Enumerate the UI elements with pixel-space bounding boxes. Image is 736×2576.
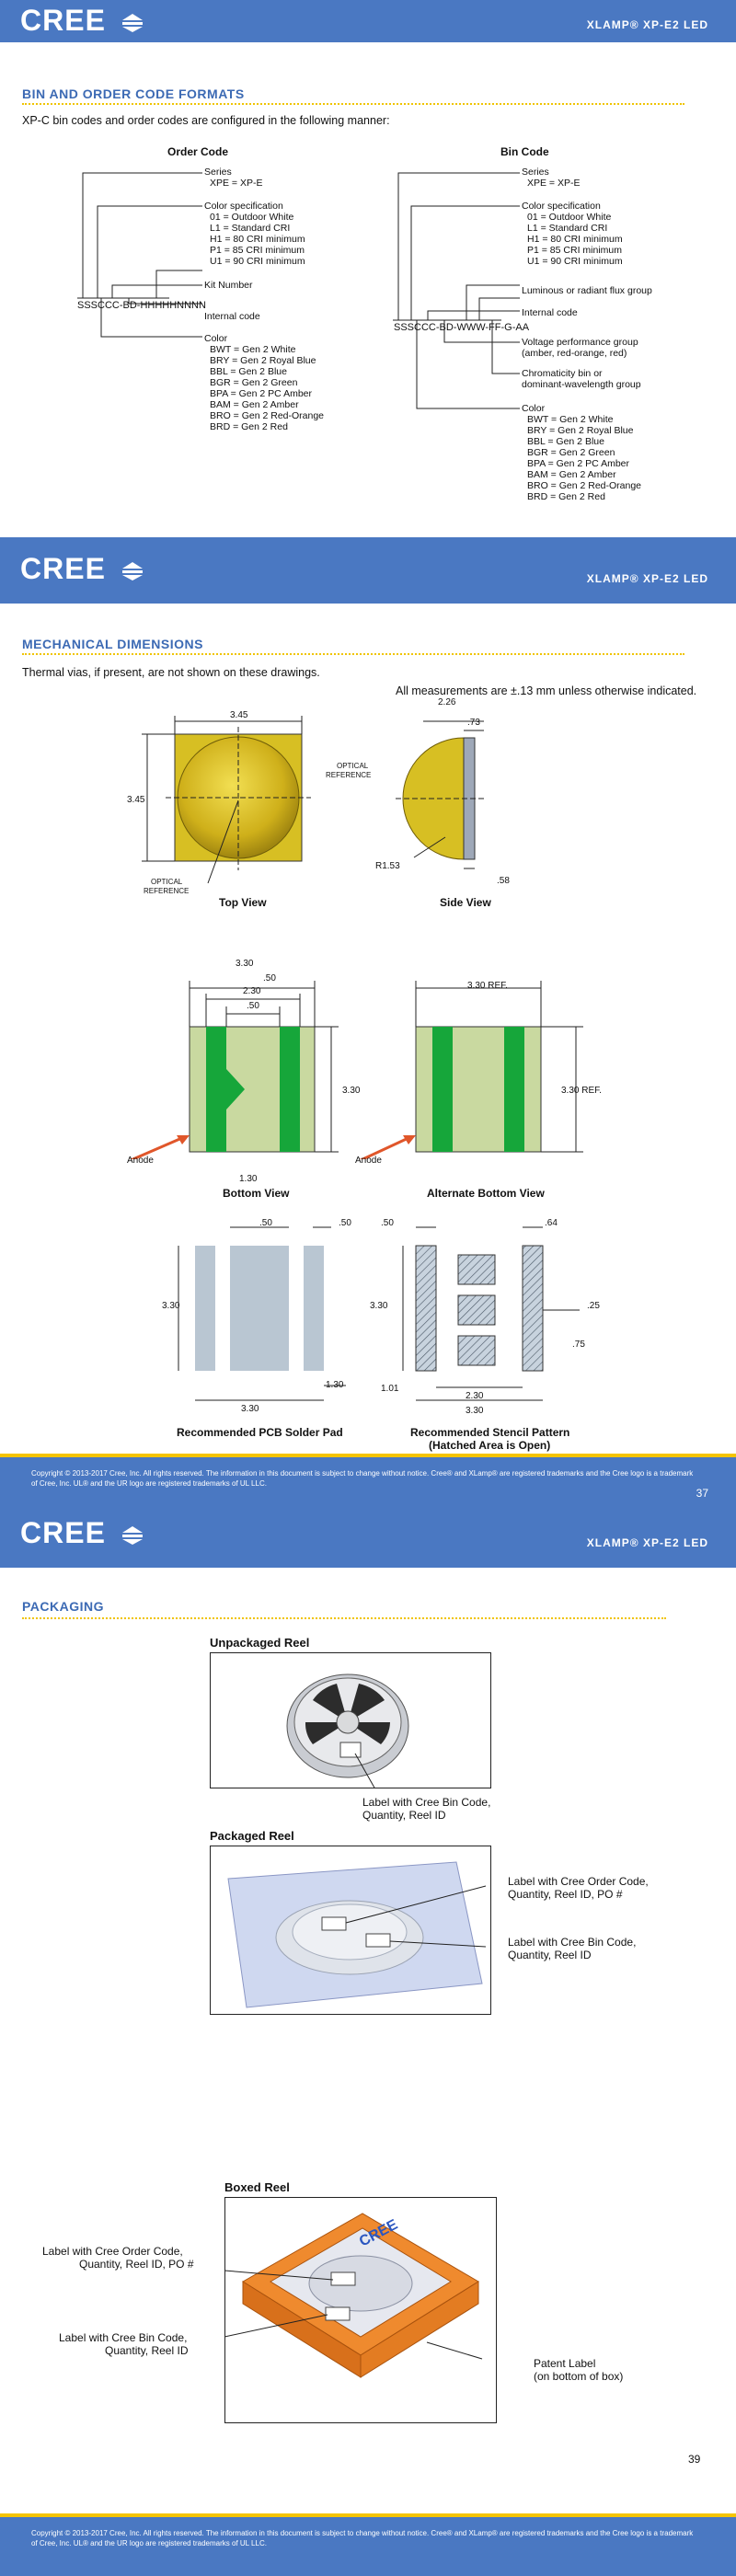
stencil-caption2: (Hatched Area is Open) [429, 1439, 551, 1452]
side-view-caption: Side View [440, 896, 491, 909]
bin-chromaticity: Chromaticity bin or [522, 368, 603, 379]
pcb-pad-w: 3.30 [241, 1404, 259, 1414]
bin-color-0: BWT = Gen 2 White [527, 414, 614, 425]
thermal-note: Thermal vias, if present, are not shown on these drawings. [22, 666, 320, 679]
side-view-thickness: .73 [467, 718, 480, 728]
order-color-4: BPA = Gen 2 PC Amber [210, 388, 312, 399]
bin-color-5: BAM = Gen 2 Amber [527, 469, 616, 480]
header-band-2 [0, 537, 736, 604]
order-internal-code: Internal code [204, 311, 260, 322]
bottom-view-drawing [129, 948, 377, 1159]
bin-internal-code: Internal code [522, 307, 578, 318]
bottom-view-caption: Bottom View [223, 1187, 290, 1200]
bin-color-spec-1: L1 = Standard CRI [527, 223, 608, 234]
footer-2 [0, 2517, 736, 2576]
cree-logo [20, 1516, 144, 1550]
bottom-view-d3: 2.30 [243, 986, 261, 996]
bin-code-string: SSSCCC-BD-WWW-FF-G-AA [394, 322, 530, 333]
bin-color-4: BPA = Gen 2 PC Amber [527, 458, 629, 469]
divider [22, 653, 684, 655]
boxed-reel-image [224, 2197, 497, 2423]
bin-color-3: BGR = Gen 2 Green [527, 447, 615, 458]
order-color-5: BAM = Gen 2 Amber [210, 399, 299, 410]
intro-text: XP-C bin codes and order codes are configured in the following manner: [22, 114, 390, 127]
footer-1 [0, 1457, 736, 1501]
side-view-bottom: .58 [497, 876, 510, 886]
stencil-w: 3.30 [466, 1406, 484, 1416]
pcb-pad-drawing [166, 1214, 368, 1408]
bottom-view-d4: .50 [247, 1001, 259, 1011]
cree-logo-mark-icon [121, 13, 144, 33]
bin-color-spec-0: 01 = Outdoor White [527, 212, 612, 223]
pcb-pad-c: 1.30 [326, 1380, 344, 1390]
stencil-e: 1.01 [381, 1384, 399, 1394]
top-view-optical-ref2: REFERENCE [144, 887, 190, 895]
footer-copyright: Copyright © 2013-2017 Cree, Inc. All rights reserved. The information in this document is subject to change without notice. Cree® and XLamp® are registered trademarks and the Cree logo is a trademark of Cree, Inc. UL® and the UR logo are registered trademarks of UL LLC. [31, 1469, 694, 1488]
bin-chromaticity-sub: dominant-wavelength group [522, 379, 641, 390]
unpackaged-label-line2: Quantity, Reel ID [362, 1809, 446, 1822]
pcb-pad-a: .50 [259, 1218, 272, 1228]
bin-color-label: Color [522, 403, 546, 414]
top-view-height: 3.45 [127, 795, 145, 805]
order-color-7: BRD = Gen 2 Red [210, 421, 288, 432]
unpackaged-reel-image [210, 1652, 491, 1788]
top-view-caption: Top View [219, 896, 267, 909]
bin-color-spec-2: H1 = 80 CRI minimum [527, 234, 623, 245]
order-code-title: Order Code [167, 145, 229, 158]
logo-text: CREE [20, 4, 106, 37]
bottom-view-height: 3.30 [342, 1086, 361, 1096]
bin-color-spec-label: Color specification [522, 201, 601, 212]
stencil-drawing [377, 1214, 589, 1408]
footer-copyright: Copyright © 2013-2017 Cree, Inc. All rights reserved. The information in this document is subject to change without notice. Cree® and XLamp® are registered trademarks and the Cree logo is a trademark of Cree, Inc. UL® and the UR logo are registered trademarks of UL LLC. [31, 2529, 694, 2547]
section-title-mechanical: MECHANICAL DIMENSIONS [22, 637, 203, 651]
alt-bottom-view-anode: Anode [355, 1156, 382, 1166]
order-color-3: BGR = Gen 2 Green [210, 377, 298, 388]
bottom-view-anode: Anode [127, 1156, 154, 1166]
packaged-label1-line1: Label with Cree Order Code, [508, 1875, 649, 1888]
order-color-0: BWT = Gen 2 White [210, 344, 296, 355]
stencil-c: .25 [587, 1301, 600, 1311]
top-view-optical-ref: OPTICAL [151, 878, 183, 886]
bin-color-2: BBL = Gen 2 Blue [527, 436, 604, 447]
stencil-b: .64 [545, 1218, 558, 1228]
pcb-pad-h: 3.30 [162, 1301, 180, 1311]
bin-code-title: Bin Code [500, 145, 549, 158]
page-number: 37 [696, 1487, 708, 1500]
order-color-spec-1: L1 = Standard CRI [210, 223, 291, 234]
boxed-label1-line2: Quantity, Reel ID, PO # [79, 2258, 194, 2271]
order-color-spec-0: 01 = Outdoor White [210, 212, 294, 223]
stencil-h: 3.30 [370, 1301, 388, 1311]
bottom-view-width: 1.30 [239, 1174, 258, 1184]
boxed-title: Boxed Reel [224, 2180, 290, 2194]
bottom-view-d2: .50 [263, 973, 276, 983]
section-title-bin: BIN AND ORDER CODE FORMATS [22, 86, 245, 101]
order-series-label: Series [204, 167, 232, 178]
boxed-label2-line1: Label with Cree Bin Code, [59, 2331, 188, 2344]
cree-logo-mark-icon [121, 1525, 144, 1546]
divider [22, 1617, 666, 1619]
order-color-spec-4: U1 = 90 CRI minimum [210, 256, 305, 267]
boxed-label3-line1: Patent Label [534, 2357, 596, 2370]
packaged-label1-line2: Quantity, Reel ID, PO # [508, 1888, 623, 1901]
order-color-label: Color [204, 333, 228, 344]
top-view-width: 3.45 [230, 710, 248, 720]
alt-bottom-view-height: 3.30 REF. [561, 1086, 602, 1096]
side-view-optical-ref: OPTICAL [337, 762, 369, 770]
order-code-string: SSSCCC-BD-HHHHHNNNN [77, 300, 206, 311]
bin-flux-group: Luminous or radiant flux group [522, 285, 652, 296]
divider [22, 103, 684, 105]
product-name: XLAMP® XP-E2 LED [586, 572, 708, 585]
order-code-diagram [74, 162, 212, 346]
bin-color-spec-4: U1 = 90 CRI minimum [527, 256, 623, 267]
page-number-3: 39 [688, 2453, 701, 2466]
order-kit-number: Kit Number [204, 280, 253, 291]
bin-voltage-group-sub: (amber, red-orange, red) [522, 348, 627, 359]
order-color-spec-label: Color specification [204, 201, 283, 212]
product-name: XLAMP® XP-E2 LED [586, 1536, 708, 1549]
alt-bottom-view-width: 3.30 REF. [467, 981, 508, 991]
unpackaged-title: Unpackaged Reel [210, 1636, 310, 1650]
logo-text: CREE [20, 552, 106, 585]
bin-code-diagram [391, 162, 529, 420]
packaged-reel-image [210, 1846, 491, 2015]
box-brand-text: CREE [356, 2216, 401, 2250]
order-color-1: BRY = Gen 2 Royal Blue [210, 355, 316, 366]
bin-color-1: BRY = Gen 2 Royal Blue [527, 425, 634, 436]
bottom-view-d1: 3.30 [236, 959, 254, 969]
order-color-spec-3: P1 = 85 CRI minimum [210, 245, 305, 256]
packaged-label2-line1: Label with Cree Bin Code, [508, 1936, 637, 1949]
bin-color-7: BRD = Gen 2 Red [527, 491, 605, 502]
side-view-width: 2.26 [438, 697, 456, 707]
cree-logo [20, 552, 144, 586]
pcb-pad-caption: Recommended PCB Solder Pad [177, 1426, 343, 1439]
order-color-6: BRO = Gen 2 Red-Orange [210, 410, 325, 421]
packaged-label2-line2: Quantity, Reel ID [508, 1949, 592, 1961]
header-band-3 [0, 1501, 736, 1568]
side-view-optical-ref2: REFERENCE [326, 771, 372, 779]
header-band-1 [0, 0, 736, 42]
boxed-label3-line2: (on bottom of box) [534, 2370, 624, 2383]
stencil-d: .75 [572, 1340, 585, 1350]
boxed-label1-line1: Label with Cree Order Code, [42, 2245, 183, 2258]
bin-series-label: Series [522, 167, 549, 178]
side-view-radius: R1.53 [375, 861, 400, 871]
order-color-spec-2: H1 = 80 CRI minimum [210, 234, 305, 245]
unpackaged-label-line1: Label with Cree Bin Code, [362, 1796, 491, 1809]
alt-bottom-view-caption: Alternate Bottom View [427, 1187, 545, 1200]
stencil-a: .50 [381, 1218, 394, 1228]
bin-voltage-group: Voltage performance group [522, 337, 638, 348]
bin-color-spec-3: P1 = 85 CRI minimum [527, 245, 622, 256]
cree-logo-mark-icon [121, 561, 144, 581]
logo-text: CREE [20, 1516, 106, 1549]
stencil-f: 2.30 [466, 1391, 484, 1401]
product-name: XLAMP® XP-E2 LED [586, 18, 708, 31]
pcb-pad-b: .50 [339, 1218, 351, 1228]
bin-series-value: XPE = XP-E [527, 178, 581, 189]
bin-color-6: BRO = Gen 2 Red-Orange [527, 480, 642, 491]
order-color-2: BBL = Gen 2 Blue [210, 366, 287, 377]
packaged-title: Packaged Reel [210, 1829, 294, 1843]
boxed-label2-line2: Quantity, Reel ID [105, 2344, 189, 2357]
cree-logo [20, 4, 144, 38]
stencil-caption: Recommended Stencil Pattern [410, 1426, 570, 1439]
measure-note: All measurements are ±.13 mm unless otherwise indicated. [396, 684, 697, 697]
section-title-packaging: PACKAGING [22, 1599, 105, 1614]
alt-bottom-view-drawing [359, 948, 598, 1159]
order-series-value: XPE = XP-E [210, 178, 263, 189]
